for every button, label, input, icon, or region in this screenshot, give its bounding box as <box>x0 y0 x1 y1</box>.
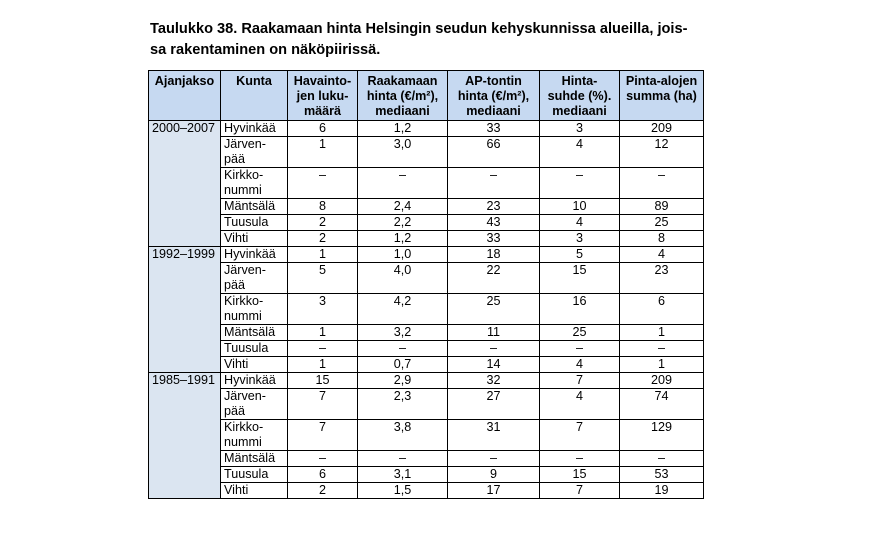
header-hintasuhde <box>540 71 620 121</box>
kunta-line: Mäntsälä <box>224 325 276 339</box>
value-cell: 2 <box>288 483 358 499</box>
kunta-cell <box>221 483 288 499</box>
kunta-line: Kirkko- <box>224 420 264 434</box>
value-cell: 5 <box>540 247 620 263</box>
table-title-line-1: Taulukko 38. Raakamaan hinta Helsingin seudun kehyskunnissa alueilla, jois- <box>150 21 688 37</box>
kunta-cell <box>221 137 288 168</box>
value-cell: 3 <box>288 294 358 325</box>
value-cell: 1 <box>288 137 358 168</box>
kunta-cell <box>221 121 288 137</box>
header-line: määrä <box>303 104 342 118</box>
kunta-line: Mäntsälä <box>224 451 276 465</box>
value-cell: 1 <box>288 357 358 373</box>
value-cell: 1,2 <box>358 231 448 247</box>
kunta-cell <box>221 420 288 451</box>
period-cell: 2000–2007 <box>149 121 221 247</box>
value-cell: – <box>288 168 358 199</box>
value-cell: 33 <box>448 231 540 247</box>
value-cell: 1 <box>288 325 358 341</box>
header-line: suhde (%). <box>547 89 612 103</box>
kunta-line: Hyvinkää <box>224 373 276 387</box>
header-line: AP-tontin <box>465 74 522 88</box>
table-row <box>149 341 704 357</box>
value-cell: 7 <box>540 373 620 389</box>
kunta-line: Järven- <box>224 389 266 403</box>
header-row <box>149 71 704 121</box>
value-cell: 0,7 <box>358 357 448 373</box>
value-cell: 1,5 <box>358 483 448 499</box>
value-cell: 2,4 <box>358 199 448 215</box>
kunta-line: Järven- <box>224 137 266 151</box>
kunta-cell <box>221 389 288 420</box>
value-cell: 10 <box>540 199 620 215</box>
header-line: mediaani <box>552 104 607 118</box>
value-cell: 31 <box>448 420 540 451</box>
value-cell: 3,1 <box>358 467 448 483</box>
value-cell: 23 <box>620 263 704 294</box>
table-row <box>149 467 704 483</box>
kunta-line: Vihti <box>224 231 249 245</box>
value-cell: 25 <box>620 215 704 231</box>
value-cell: 5 <box>288 263 358 294</box>
value-cell: – <box>448 341 540 357</box>
kunta-line: Hyvinkää <box>224 121 276 135</box>
value-cell: – <box>358 168 448 199</box>
value-cell: – <box>288 341 358 357</box>
value-cell: 16 <box>540 294 620 325</box>
table-row <box>149 373 704 389</box>
value-cell: 27 <box>448 389 540 420</box>
kunta-cell <box>221 325 288 341</box>
header-line: summa (ha) <box>626 89 697 103</box>
table-row <box>149 263 704 294</box>
value-cell: 43 <box>448 215 540 231</box>
table-row <box>149 137 704 168</box>
value-cell: 4 <box>540 357 620 373</box>
value-cell: 2,3 <box>358 389 448 420</box>
value-cell: 15 <box>288 373 358 389</box>
header-line: hinta (€/m²), <box>457 89 530 103</box>
value-cell: 7 <box>540 483 620 499</box>
kunta-line: pää <box>224 404 246 418</box>
kunta-cell <box>221 357 288 373</box>
kunta-line: Vihti <box>224 357 249 371</box>
value-cell: 3,0 <box>358 137 448 168</box>
table-row <box>149 121 704 137</box>
value-cell: 22 <box>448 263 540 294</box>
value-cell: 33 <box>448 121 540 137</box>
header-line: Ajanjakso <box>154 74 215 88</box>
header-ap-tontin-hinta <box>448 71 540 121</box>
value-cell: – <box>540 451 620 467</box>
kunta-line: Vihti <box>224 483 249 497</box>
kunta-cell <box>221 467 288 483</box>
header-line: mediaani <box>466 104 521 118</box>
table-title <box>150 19 740 61</box>
value-cell: 23 <box>448 199 540 215</box>
kunta-line: Tuusula <box>224 467 269 481</box>
value-cell: 4 <box>540 137 620 168</box>
value-cell: 2,2 <box>358 215 448 231</box>
value-cell: 66 <box>448 137 540 168</box>
kunta-cell <box>221 168 288 199</box>
kunta-cell <box>221 294 288 325</box>
value-cell: 4 <box>620 247 704 263</box>
table-row <box>149 357 704 373</box>
value-cell: 89 <box>620 199 704 215</box>
value-cell: 6 <box>288 121 358 137</box>
table-row <box>149 451 704 467</box>
value-cell: 3 <box>540 121 620 137</box>
table-row <box>149 294 704 325</box>
value-cell: – <box>358 341 448 357</box>
value-cell: 7 <box>540 420 620 451</box>
value-cell: 7 <box>288 420 358 451</box>
value-cell: 1 <box>620 325 704 341</box>
value-cell: 18 <box>448 247 540 263</box>
kunta-cell <box>221 263 288 294</box>
kunta-line: Tuusula <box>224 215 269 229</box>
kunta-cell <box>221 215 288 231</box>
value-cell: 15 <box>540 467 620 483</box>
kunta-cell <box>221 451 288 467</box>
value-cell: 3 <box>540 231 620 247</box>
value-cell: 19 <box>620 483 704 499</box>
table-row <box>149 247 704 263</box>
value-cell: 4,0 <box>358 263 448 294</box>
value-cell: 4 <box>540 389 620 420</box>
value-cell: 129 <box>620 420 704 451</box>
value-cell: – <box>540 168 620 199</box>
value-cell: 11 <box>448 325 540 341</box>
value-cell: 32 <box>448 373 540 389</box>
table-row <box>149 199 704 215</box>
value-cell: – <box>540 341 620 357</box>
header-line: Hinta- <box>561 74 598 88</box>
kunta-line: Kirkko- <box>224 168 264 182</box>
kunta-cell <box>221 341 288 357</box>
value-cell: 17 <box>448 483 540 499</box>
header-kunta <box>221 71 288 121</box>
value-cell: 8 <box>620 231 704 247</box>
kunta-line: pää <box>224 278 246 292</box>
value-cell: 14 <box>448 357 540 373</box>
header-line: Kunta <box>236 74 272 88</box>
value-cell: – <box>448 168 540 199</box>
value-cell: 2 <box>288 215 358 231</box>
value-cell: 1,2 <box>358 121 448 137</box>
kunta-line: Järven- <box>224 263 266 277</box>
header-line: Raakamaan <box>367 74 438 88</box>
kunta-line: Hyvinkää <box>224 247 276 261</box>
value-cell: 2 <box>288 231 358 247</box>
value-cell: 3,8 <box>358 420 448 451</box>
header-raakamaan-hinta <box>358 71 448 121</box>
value-cell: 1 <box>620 357 704 373</box>
kunta-cell <box>221 199 288 215</box>
value-cell: – <box>448 451 540 467</box>
value-cell: 3,2 <box>358 325 448 341</box>
header-ajanjakso <box>149 71 221 121</box>
value-cell: 2,9 <box>358 373 448 389</box>
kunta-line: nummi <box>224 183 262 197</box>
value-cell: 209 <box>620 373 704 389</box>
kunta-cell <box>221 231 288 247</box>
table-row <box>149 231 704 247</box>
table-body <box>149 121 704 499</box>
value-cell: 25 <box>448 294 540 325</box>
period-cell: 1992–1999 <box>149 247 221 373</box>
value-cell: 53 <box>620 467 704 483</box>
value-cell: 15 <box>540 263 620 294</box>
kunta-line: Mäntsälä <box>224 199 276 213</box>
kunta-line: pää <box>224 152 246 166</box>
table-row <box>149 325 704 341</box>
value-cell: 7 <box>288 389 358 420</box>
value-cell: 209 <box>620 121 704 137</box>
value-cell: 1 <box>288 247 358 263</box>
table-row <box>149 483 704 499</box>
value-cell: 4 <box>540 215 620 231</box>
value-cell: 9 <box>448 467 540 483</box>
value-cell: – <box>620 341 704 357</box>
header-line: jen luku- <box>296 89 349 103</box>
header-line: mediaani <box>375 104 430 118</box>
header-line: Pinta-alojen <box>625 74 698 88</box>
value-cell: 1,0 <box>358 247 448 263</box>
value-cell: 6 <box>288 467 358 483</box>
kunta-line: Tuusula <box>224 341 269 355</box>
table-title-line-2: sa rakentaminen on näköpiirissä. <box>150 42 381 58</box>
value-cell: – <box>288 451 358 467</box>
kunta-line: nummi <box>224 309 262 323</box>
kunta-cell <box>221 247 288 263</box>
header-havainnot <box>288 71 358 121</box>
header-line: Havainto- <box>293 74 352 88</box>
value-cell: – <box>620 451 704 467</box>
value-cell: 25 <box>540 325 620 341</box>
value-cell: 6 <box>620 294 704 325</box>
kunta-line: Kirkko- <box>224 294 264 308</box>
value-cell: – <box>358 451 448 467</box>
price-table <box>148 70 704 499</box>
period-cell: 1985–1991 <box>149 373 221 499</box>
table-header <box>149 71 704 121</box>
header-line: hinta (€/m²), <box>366 89 439 103</box>
table-row <box>149 420 704 451</box>
kunta-cell <box>221 373 288 389</box>
header-pinta-alat <box>620 71 704 121</box>
value-cell: 4,2 <box>358 294 448 325</box>
table-row <box>149 215 704 231</box>
value-cell: 12 <box>620 137 704 168</box>
value-cell: 8 <box>288 199 358 215</box>
kunta-line: nummi <box>224 435 262 449</box>
table-row <box>149 168 704 199</box>
value-cell: 74 <box>620 389 704 420</box>
table-row <box>149 389 704 420</box>
value-cell: – <box>620 168 704 199</box>
